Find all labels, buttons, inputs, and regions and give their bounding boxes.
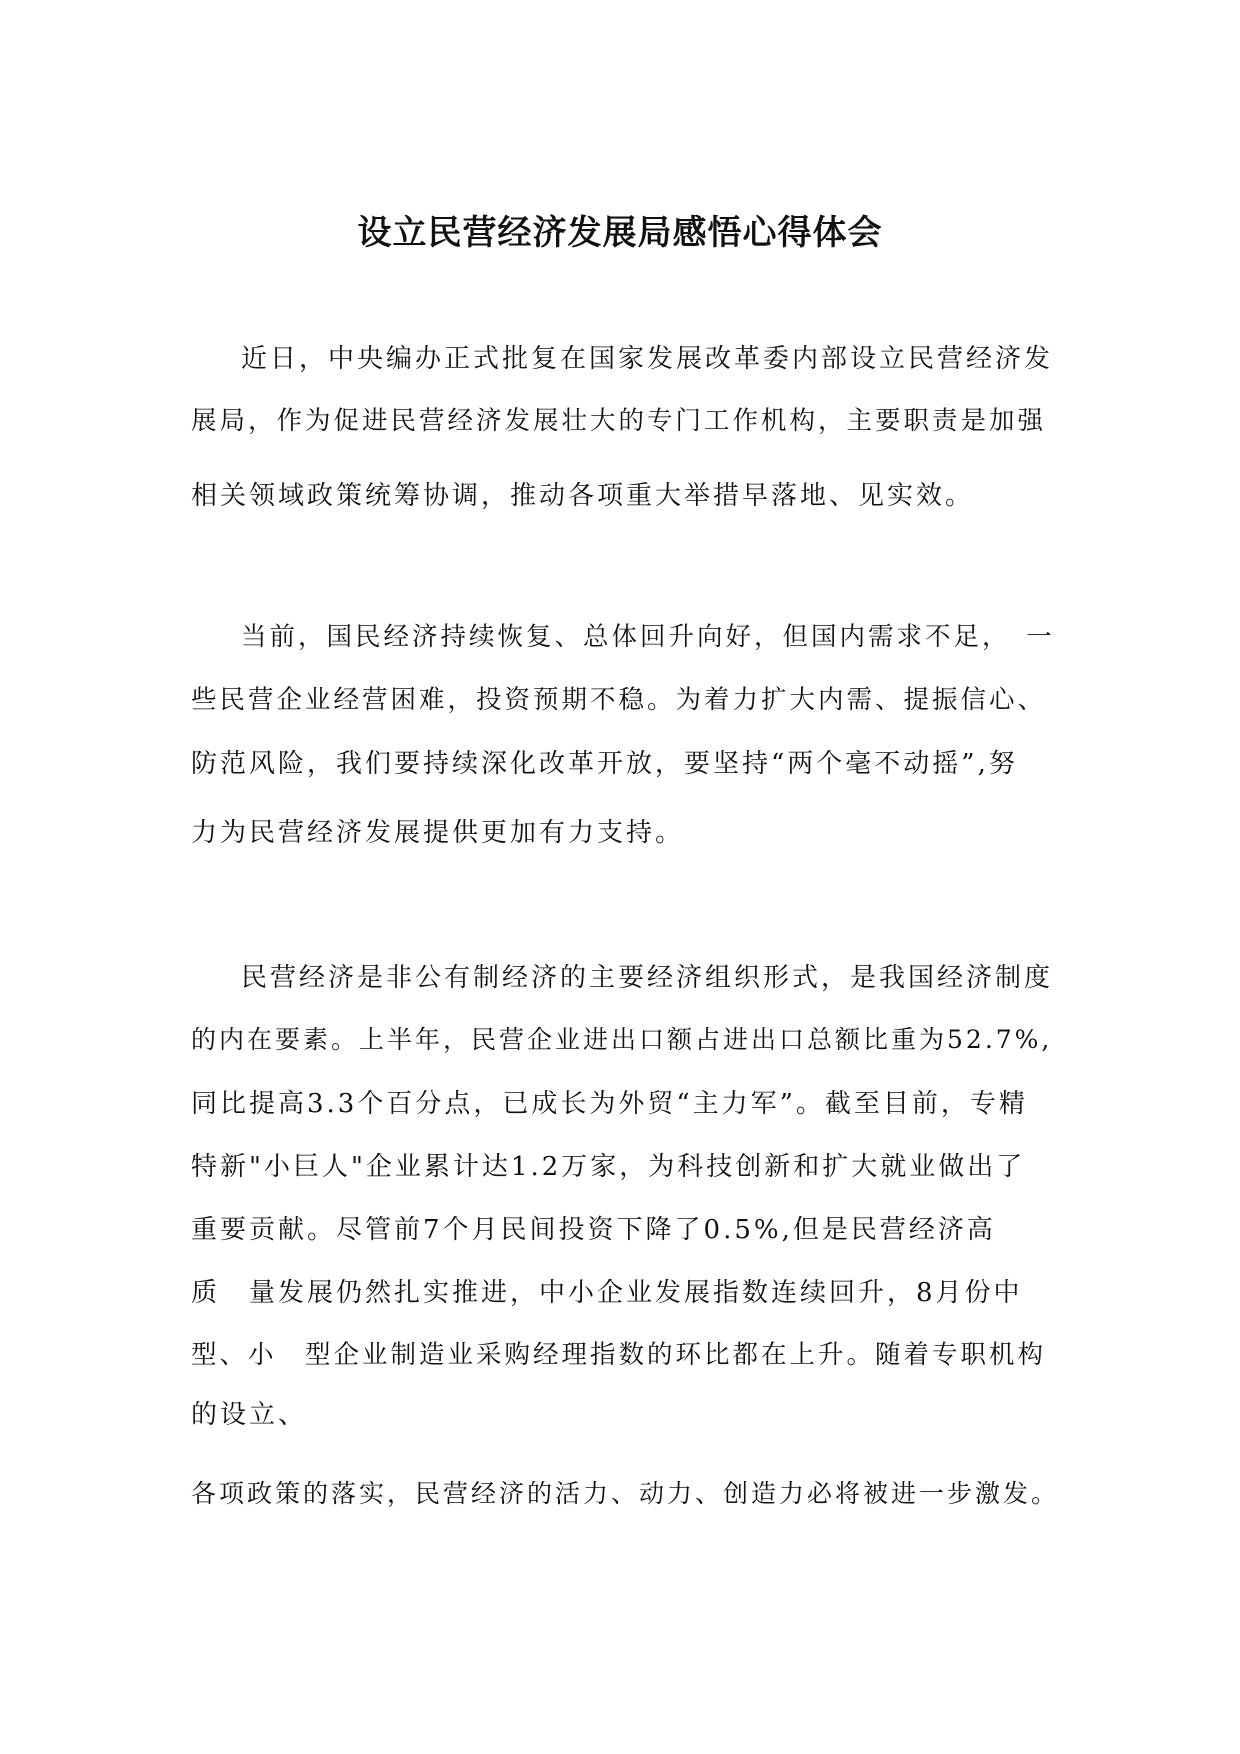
paragraph-1-line-3: 相关领域政策统筹协调，推动各项重大举措早落地、见实效。 [191, 481, 975, 511]
paragraph-3-line-3: 同比提高3.3个百分点，已成长为外贸“主力军”。截至目前，专精 [191, 1089, 1028, 1119]
paragraph-3-line-9: 各项政策的落实，民营经济的活力、动力、创造力必将被进一步激发。 [191, 1479, 1060, 1508]
paragraph-1-line-2: 展局，作为促进民营经济发展壮大的专门工作机构，主要职责是加强 [191, 406, 1047, 436]
paragraph-2-line-1: 当前，国民经济持续恢复、总体回升向好，但国内需求不足， 一 [241, 622, 1055, 652]
paragraph-3-line-8: 的设立、 [191, 1400, 308, 1430]
paragraph-3-line-4: 特新"小巨人"企业累计达1.2万家，为科技创新和扩大就业做出了 [191, 1152, 1026, 1182]
paragraph-2-line-2: 些民营企业经营困难，投资预期不稳。为着力扩大内需、提振信心、 [191, 685, 1047, 715]
paragraph-2-line-4: 力为民营经济发展提供更加有力支持。 [191, 818, 685, 848]
paragraph-3-line-6: 质 量发展仍然扎实推进，中小企业发展指数连续回升，8月份中 [191, 1278, 1023, 1308]
paragraph-2-line-3: 防范风险，我们要持续深化改革开放，要坚持“两个毫不动摇”,努 [191, 749, 1018, 779]
paragraph-3-line-1: 民营经济是非公有制经济的主要经济组织形式，是我国经济制度 [241, 963, 1054, 993]
document-title: 设立民营经济发展局感悟心得体会 [357, 213, 883, 253]
paragraph-3-line-7: 型、小 型企业制造业采购经理指数的环比都在上升。随着专职机构 [191, 1340, 1047, 1370]
paragraph-1-line-1: 近日，中央编办正式批复在国家发展改革委内部设立民营经济发 [241, 344, 1054, 374]
paragraph-3-line-5: 重要贡献。尽管前7个月民间投资下降了0.5%,但是民营经济高 [191, 1215, 996, 1245]
paragraph-3-line-2: 的内在要素。上半年，民营企业进出口额占进出口总额比重为52.7%, [191, 1025, 1053, 1054]
